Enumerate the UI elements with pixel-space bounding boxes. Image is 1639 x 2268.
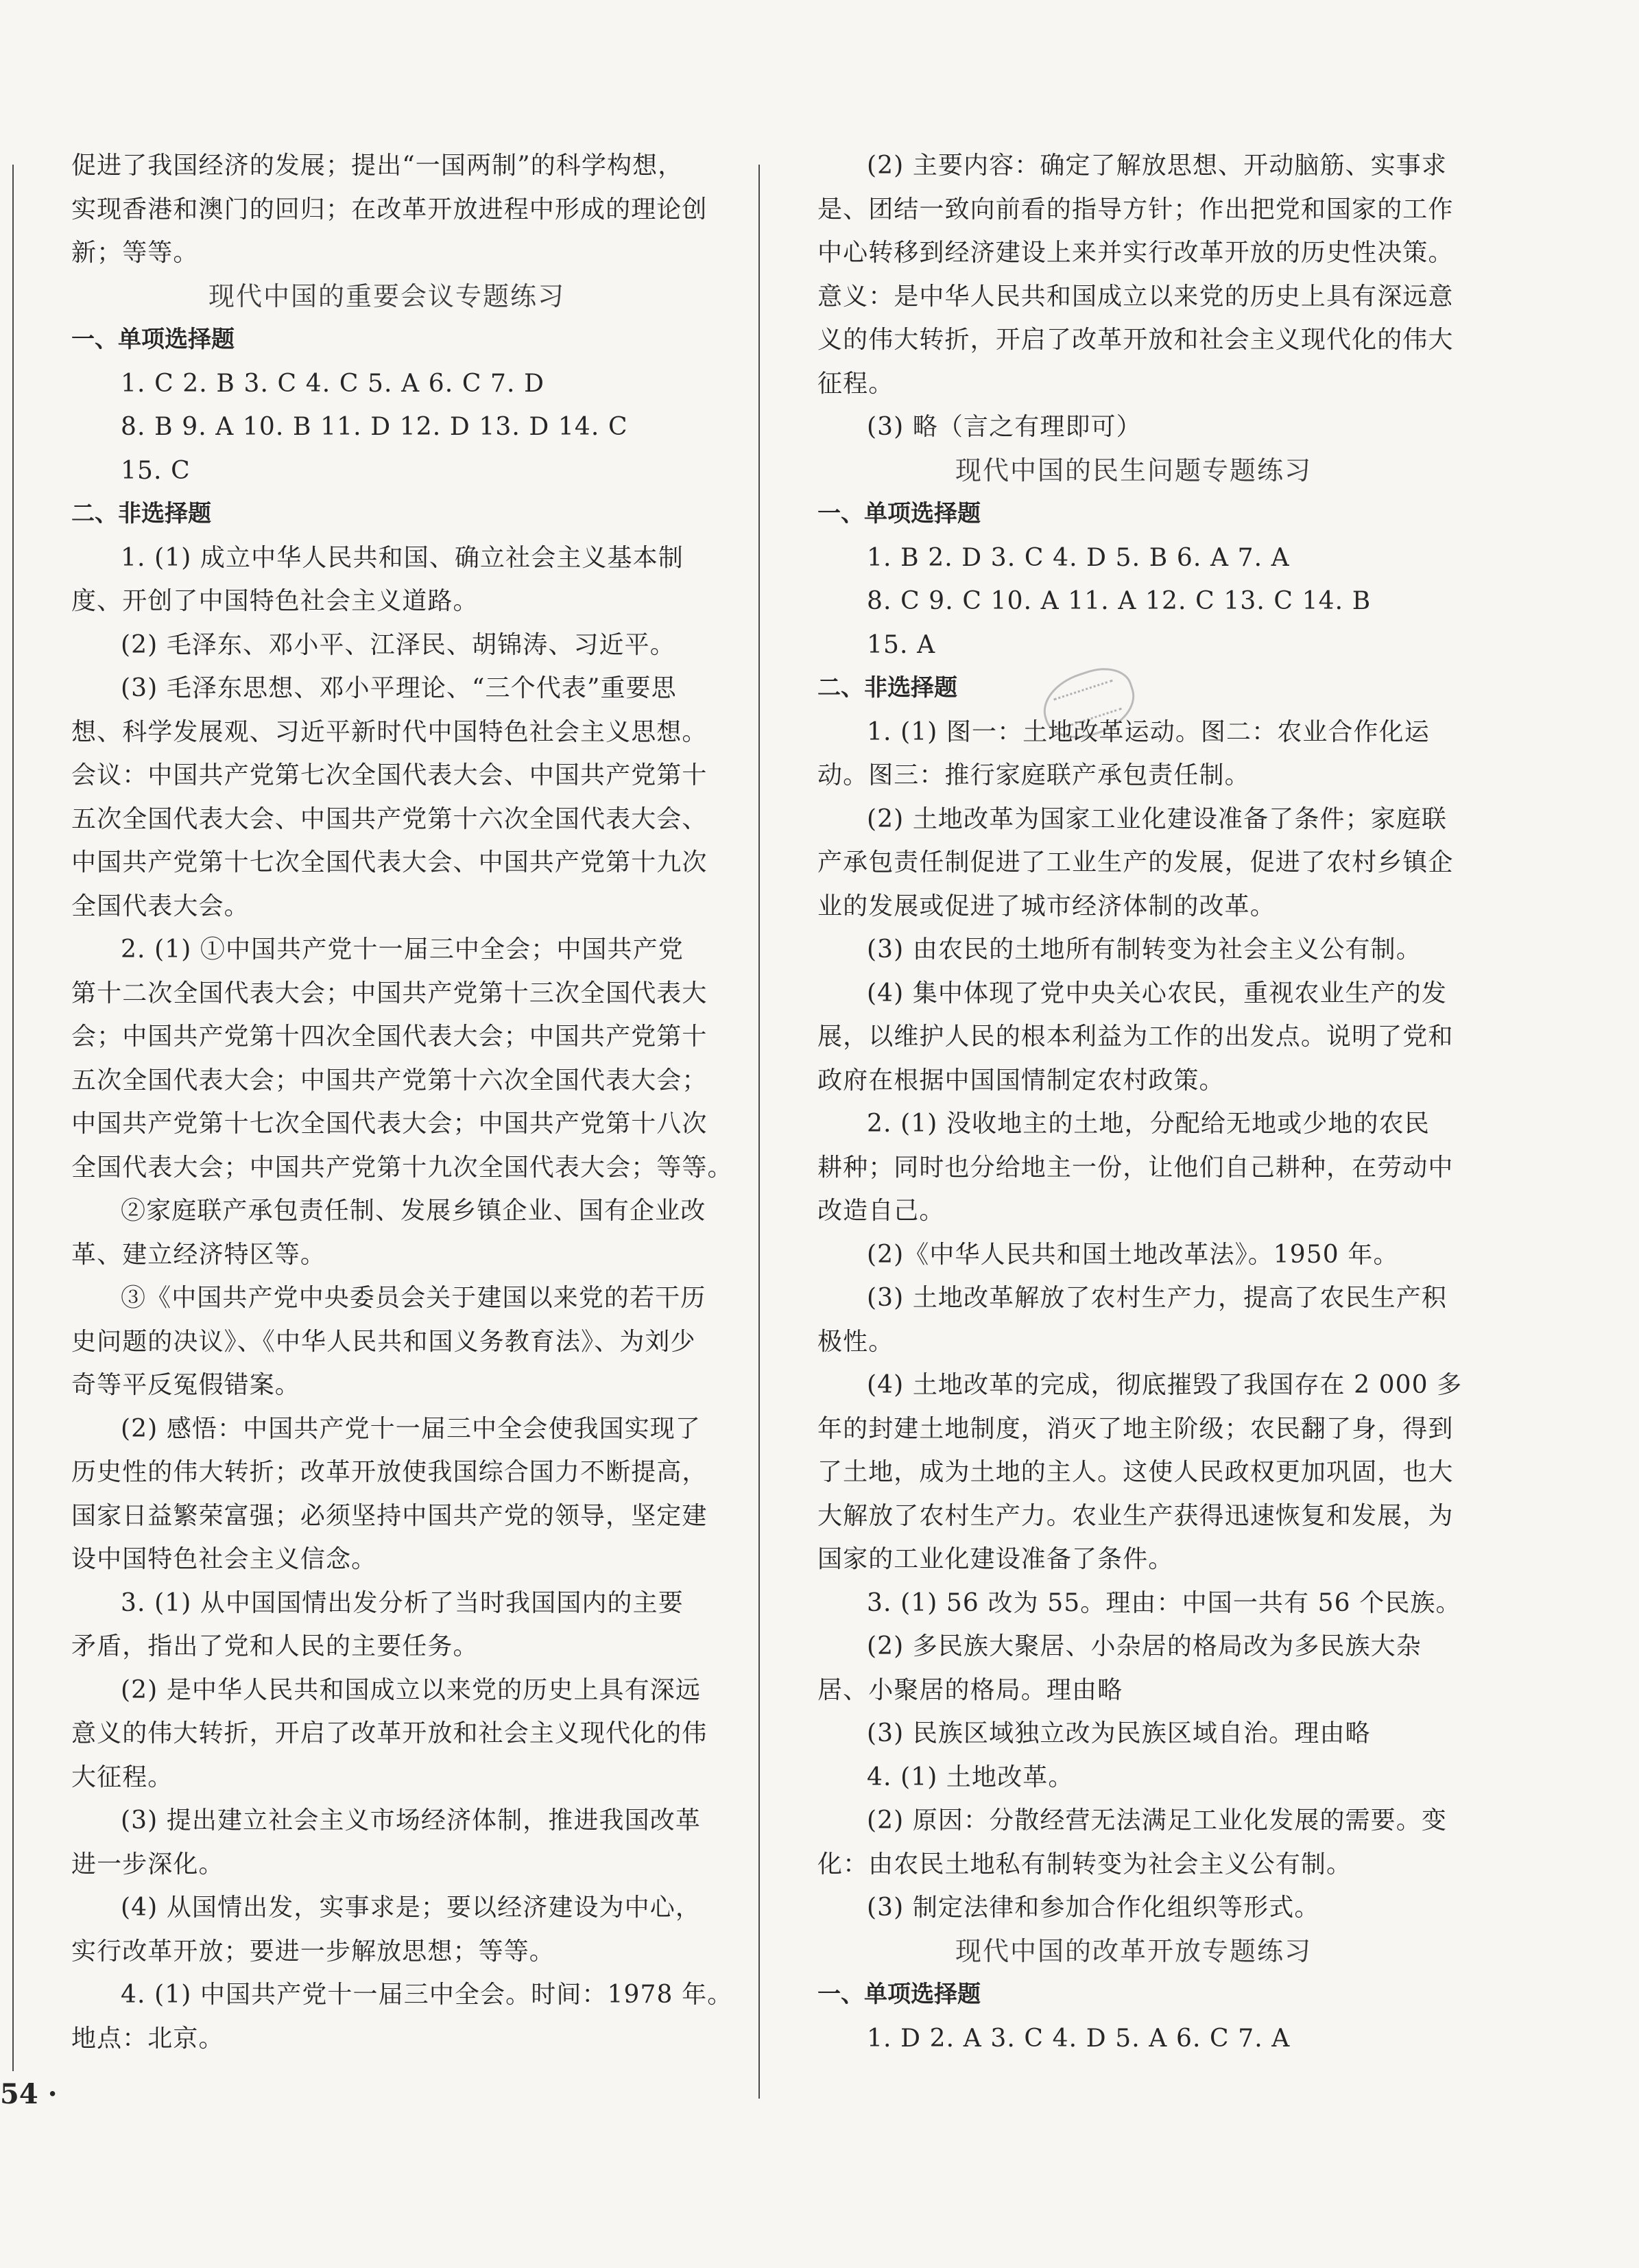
text-line: 地点：北京。 [71,2024,224,2053]
text-line: 产承包责任制促进了工业生产的发展，促进了农村乡镇企 [817,848,1454,876]
text-line: 实现香港和澳门的回归；在改革开放进程中形成的理论创 [71,195,708,224]
text-line: 大征程。 [71,1763,174,1791]
text-line: (3) 略（言之有理即可） [867,413,1142,441]
text-line: (3) 土地改革解放了农村生产力，提高了农民生产积 [867,1284,1447,1312]
text-line: 4. (1) 土地改革。 [867,1763,1074,1791]
text-line: 极性。 [817,1327,894,1356]
text-line: 3. (1) 56 改为 55。理由：中国一共有 56 个民族。 [867,1588,1461,1617]
text-line: (4) 集中体现了党中央关心农民，重视农业生产的发 [867,979,1447,1007]
text-line: (3) 由农民的土地所有制转变为社会主义公有制。 [867,935,1422,964]
text-line: 政府在根据中国国情制定农村政策。 [817,1066,1225,1095]
topic-title: 现代中国的重要会议专题练习 [208,280,565,311]
text-line: 化：由农民土地私有制转变为社会主义公有制。 [817,1850,1352,1878]
text-line: (3) 制定法律和参加合作化组织等形式。 [867,1894,1320,1922]
text-line: 进一步深化。 [71,1850,224,1878]
text-line: 会；中国共产党第十四次全国代表大会；中国共产党第十 [71,1023,708,1051]
text-line: 矛盾，指出了党和人民的主要任务。 [71,1632,479,1660]
answer-body [71,536,733,2061]
text-line: 国家日益繁荣富强；必须坚持中国共产党的领导，坚定建 [71,1501,708,1530]
section-heading: 一、单项选择题 [817,1981,981,2008]
answer-row: 8. C 9. C 10. A 11. A 12. C 13. C 14. B [867,587,1372,615]
section-heading: 一、单项选择题 [817,500,981,527]
topic-title: 现代中国的改革开放专题练习 [955,1935,1312,1966]
text-line: 革、建立经济特区等。 [71,1240,326,1269]
section-heading: 二、非选择题 [71,500,211,527]
text-line: 2. (1) ①中国共产党十一届三中全会；中国共产党 [121,935,684,964]
text-line: 想、科学发展观、习近平新时代中国特色社会主义思想。 [71,717,708,746]
answer-row: 8. B 9. A 10. B 11. D 12. D 13. D 14. C [121,413,628,441]
text-line: 设中国特色社会主义信念。 [71,1545,377,1573]
text-line: 业的发展或促进了城市经济体制的改革。 [817,892,1276,920]
text-line: (3) 毛泽东思想、邓小平理论、“三个代表”重要思 [121,674,677,702]
text-line: 度、开创了中国特色社会主义道路。 [71,587,479,615]
text-line: 动。图三：推行家庭联产承包责任制。 [817,761,1250,789]
section-heading: 二、非选择题 [817,674,957,702]
text-line: 征程。 [817,369,894,398]
text-line: 奇等平反冤假错案。 [71,1371,300,1399]
text-line: 五次全国代表大会；中国共产党第十六次全国代表大会； [71,1066,708,1095]
text-line: 1. (1) 成立中华人民共和国、确立社会主义基本制 [121,543,684,572]
text-line: 年的封建土地制度，消灭了地主阶级；农民翻了身，得到 [817,1414,1454,1443]
left-margin-rule [12,165,14,2071]
text-line: 展，以维护人民的根本利益为工作的出发点。说明了党和 [817,1023,1454,1051]
text-line: 促进了我国经济的发展；提出“一国两制”的科学构想， [71,152,684,180]
text-line: 全国代表大会；中国共产党第十九次全国代表大会；等等。 [71,1153,733,1182]
answer-row: 15. C [121,456,191,485]
text-line: (2) 多民族大聚居、小杂居的格局改为多民族大杂 [867,1632,1422,1660]
text-line: 五次全国代表大会、中国共产党第十六次全国代表大会、 [71,804,708,833]
text-line: 4. (1) 中国共产党十一届三中全会。时间：1978 年。 [121,1981,733,2009]
answer-body [817,711,1463,1930]
answer-row: 1. D 2. A 3. C 4. D 5. A 6. C 7. A [867,2024,1291,2053]
text-line: 义的伟大转折，开启了改革开放和社会主义现代化的伟大 [817,326,1454,354]
text-line: (4) 土地改革的完成，彻底摧毁了我国存在 2 000 多 [867,1371,1463,1399]
text-line: 意义：是中华人民共和国成立以来党的历史上具有深远意 [817,282,1454,311]
text-line: 史问题的决议》、《中华人民共和国义务教育法》、为刘少 [71,1327,696,1356]
text-line: (3) 民族区域独立改为民族区域自治。理由略 [867,1719,1371,1747]
answer-row: 1. B 2. D 3. C 4. D 5. B 6. A 7. A [867,543,1290,572]
text-line: (2) 原因：分散经营无法满足工业化发展的需要。变 [867,1806,1447,1835]
text-line: (2)《中华人民共和国土地改革法》。1950 年。 [867,1240,1399,1269]
text-line: 第十二次全国代表大会；中国共产党第十三次全国代表大 [71,979,708,1007]
text-line: 国家的工业化建设准备了条件。 [817,1545,1174,1573]
text-line: 改造自己。 [817,1197,945,1225]
text-line: 中国共产党第十七次全国代表大会、中国共产党第十九次 [71,848,708,876]
text-line: (2) 感悟：中国共产党十一届三中全会使我国实现了 [121,1414,701,1443]
text-line: ②家庭联产承包责任制、发展乡镇企业、国有企业改 [121,1197,706,1225]
page-number: 54 · [0,2078,58,2110]
text-line: 历史性的伟大转折；改革开放使我国综合国力不断提高， [71,1458,708,1486]
answer-row: 1. C 2. B 3. C 4. C 5. A 6. C 7. D [121,369,545,398]
text-line: 是、团结一致向前看的指导方针；作出把党和国家的工作 [817,195,1454,224]
text-line: (2) 土地改革为国家工业化建设准备了条件；家庭联 [867,804,1447,833]
text-line: (2) 毛泽东、邓小平、江泽民、胡锦涛、习近平。 [121,630,675,659]
text-line: (4) 从国情出发，实事求是；要以经济建设为中心， [121,1894,701,1922]
text-line: 中国共产党第十七次全国代表大会；中国共产党第十八次 [71,1110,708,1138]
continued-answers [817,144,1454,449]
text-line: ③《中国共产党中央委员会关于建国以来党的若干历 [121,1284,706,1312]
text-line: 实行改革开放；要进一步解放思想；等等。 [71,1937,555,1966]
text-line: 大解放了农村生产力。农业生产获得迅速恢复和发展，为 [817,1501,1454,1530]
text-line: 居、小聚居的格局。理由略 [817,1675,1123,1704]
text-line: (3) 提出建立社会主义市场经济体制，推进我国改革 [121,1806,701,1835]
topic-title: 现代中国的民生问题专题练习 [955,455,1312,486]
text-line: 会议：中国共产党第七次全国代表大会、中国共产党第十 [71,761,708,789]
text-line: 了土地，成为土地的主人。这使人民政权更加巩固，也大 [817,1458,1454,1486]
right-column [817,144,1463,2060]
text-line: 新；等等。 [71,239,199,267]
text-line: 1. (1) 图一：土地改革运动。图二：农业合作化运 [867,717,1430,746]
text-line: 2. (1) 没收地主的土地，分配给无地或少地的农民 [867,1110,1430,1138]
text-line: 意义的伟大转折，开启了改革开放和社会主义现代化的伟 [71,1719,708,1747]
text-line: 全国代表大会。 [71,892,250,920]
text-line: (2) 是中华人民共和国成立以来党的历史上具有深远 [121,1675,701,1704]
left-column [71,144,733,2060]
text-line: 3. (1) 从中国国情出发分析了当时我国国内的主要 [121,1588,684,1617]
text-line: 中心转移到经济建设上来并实行改革开放的历史性决策。 [817,239,1454,267]
section-heading: 一、单项选择题 [71,326,235,353]
column-divider [758,165,760,2099]
text-line: (2) 主要内容：确定了解放思想、开动脑筋、实事求 [867,152,1447,180]
text-line: 耕种；同时也分给地主一份，让他们自己耕种，在劳动中 [817,1153,1454,1182]
answer-row: 15. A [867,630,936,659]
